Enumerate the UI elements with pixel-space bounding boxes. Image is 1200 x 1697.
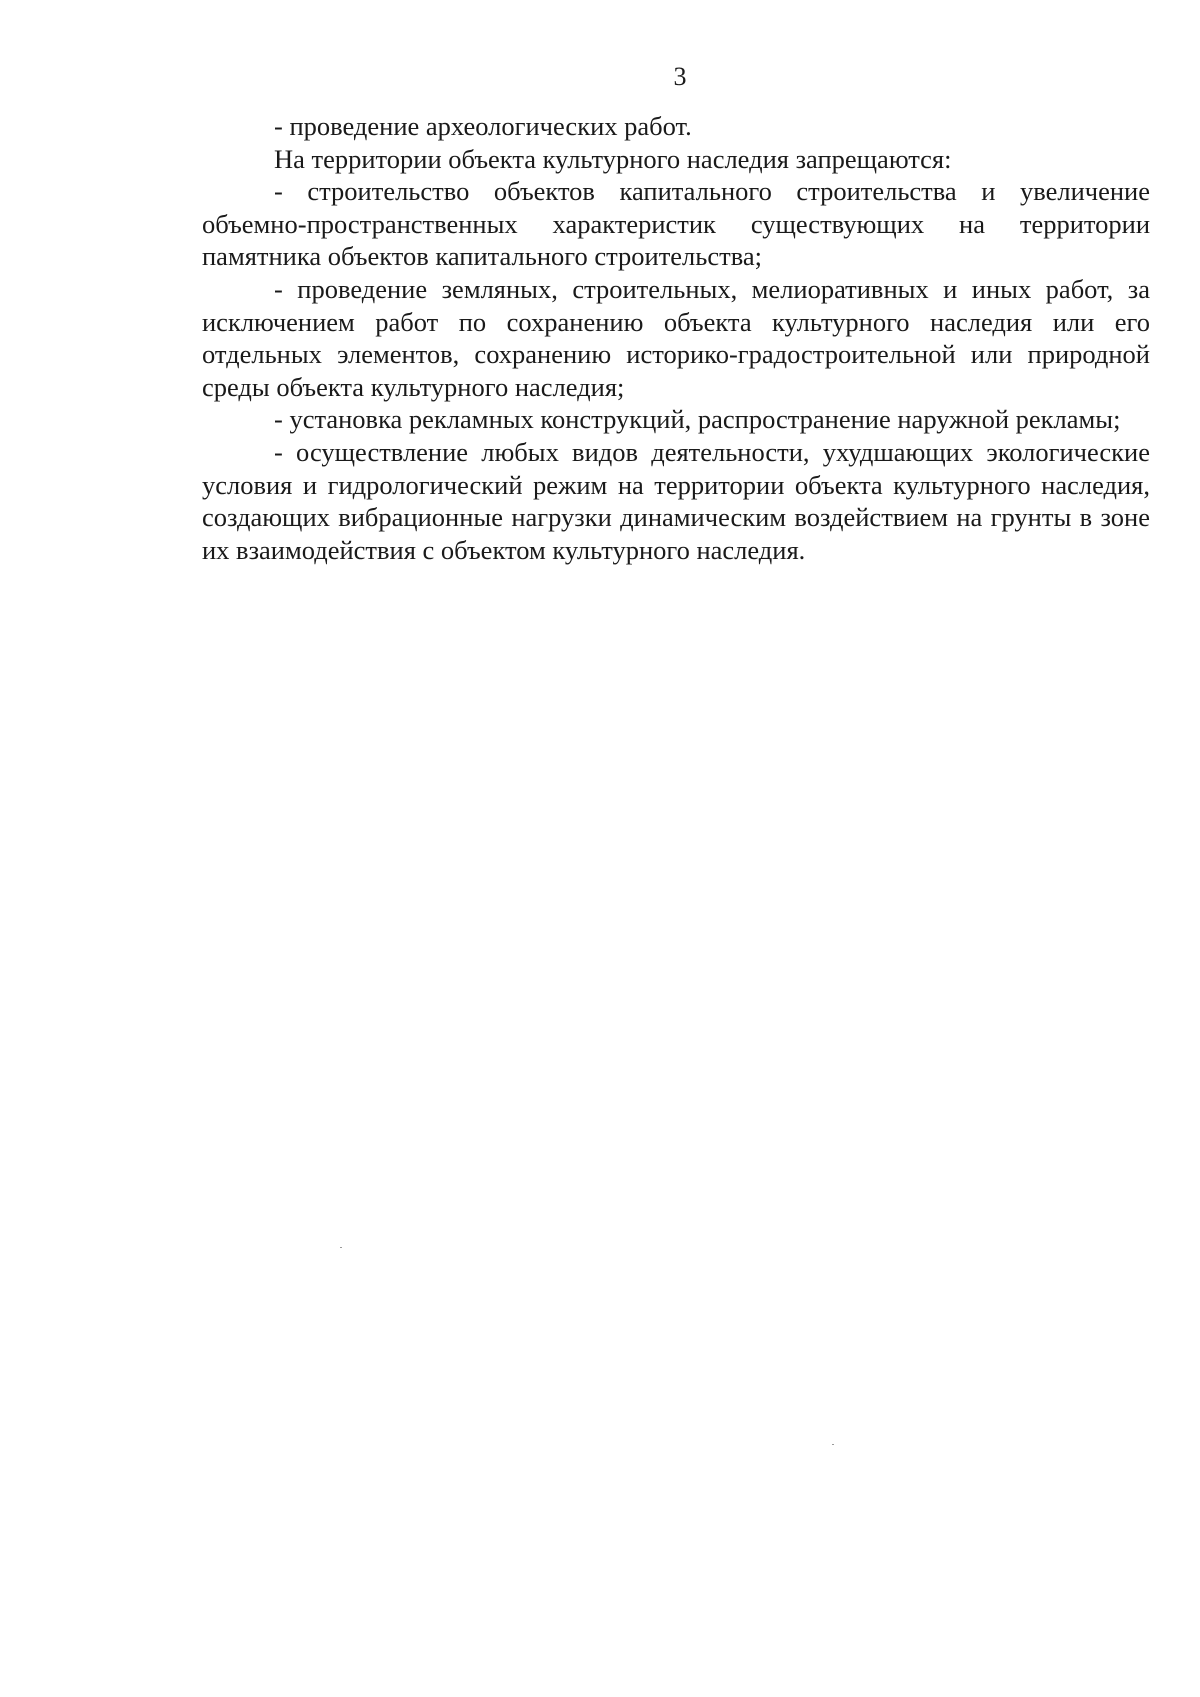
scan-speck: [340, 1247, 342, 1248]
paragraph-advertising: - установка рекламных конструкций, распространение наружной рекламы;: [274, 404, 1121, 435]
paragraph-prohibitions-intro: На территории объекта культурного наследия запрещаются:: [274, 143, 952, 174]
paragraph-archaeological-works: - проведение археологических работ.: [274, 111, 692, 141]
paragraph-earthworks: - проведение земляных, строительных, мелиоративных и иных работ, за исключением работ по сохранению объекта культурного наследия или его отдельных элементов, сохранению историко-градостроительной или природной среды объекта культурного наследия;: [202, 273, 1150, 402]
document-body: [202, 110, 1150, 566]
scan-speck: [832, 1444, 834, 1445]
paragraph-capital-construction: - строительство объектов капитального строительства и увеличение объемно-пространственных характеристик существующих на территории памятника объектов капитального строительства;: [202, 176, 1150, 272]
paragraph-activities: - осуществление любых видов деятельности, ухудшающих экологические условия и гидрологический режим на территории объекта культурного наследия, создающих вибрационные нагрузки динамическим воздействием на грунты в зоне их взаимодействия с объектом культурного наследия.: [202, 436, 1150, 565]
page-number: 3: [673, 62, 687, 91]
